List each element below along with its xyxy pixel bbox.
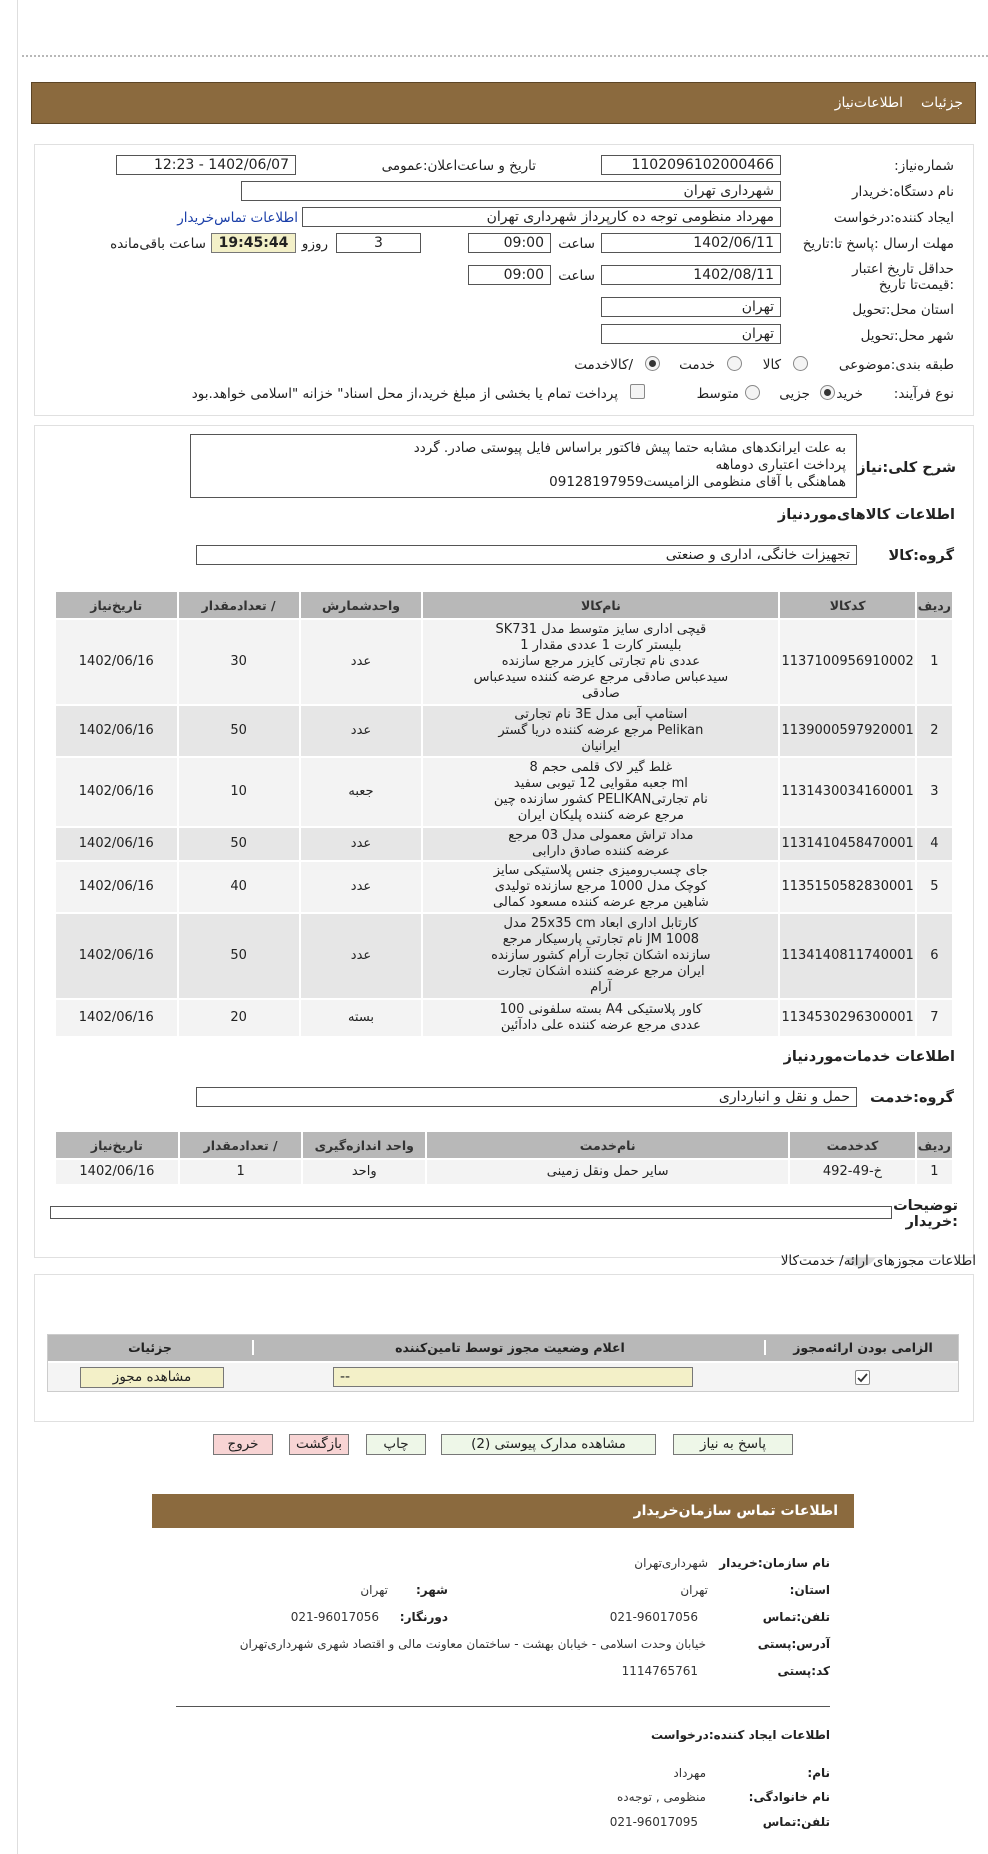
remaining-label: ساعت باقی‌مانده — [110, 236, 206, 252]
province-contact-value: تهران — [680, 1583, 708, 1597]
deadline-time-field: 09:00 — [468, 233, 551, 253]
permits-col-required: الزامی بودن ارائه‌مجوز — [793, 1340, 933, 1355]
goods-group-label: گروه:کالا — [888, 548, 954, 564]
buyer-field: شهرداری تهران — [241, 181, 781, 201]
cell-row: 6 — [917, 914, 952, 998]
cell-row: 1 — [917, 620, 952, 704]
buyer-notes-label: توضیحات :خریدار — [893, 1198, 958, 1230]
validity-label: حداقل تاریخ اعتبار :قیمت‌تا تاریخ — [852, 261, 954, 293]
goods-body — [56, 620, 952, 1036]
deadline-date-field: 1402/06/11 — [601, 233, 781, 253]
permit-required-checkbox — [855, 1370, 870, 1385]
last-name-value: منظومی , توجه‌ده — [617, 1790, 706, 1804]
cell-row: 1 — [917, 1160, 952, 1184]
cell-unit: واحد — [303, 1160, 425, 1184]
city-label: شهر محل:تحویل — [860, 328, 954, 344]
radio-goods[interactable] — [793, 356, 808, 371]
col-code: کدکالا — [780, 592, 914, 618]
radio-goods-service[interactable] — [645, 356, 660, 371]
cell-name — [423, 758, 778, 826]
cell-name — [423, 862, 778, 912]
item-name-line: عرضه کننده صادق دارابی — [532, 844, 670, 859]
creator-title: اطلاعات ایجاد کننده:درخواست — [650, 1728, 830, 1742]
cell-date: 1402/06/16 — [56, 620, 177, 704]
radio-service[interactable] — [727, 356, 742, 371]
col-unit: واحد اندازه‌گیری — [303, 1132, 425, 1158]
services-group-field: حمل و نقل و انبارداری — [196, 1087, 857, 1107]
cell-qty: 50 — [179, 914, 299, 998]
province-label: استان محل:تحویل — [852, 302, 954, 318]
cell-name: سایر حمل ونقل زمینی — [427, 1160, 788, 1184]
cell-date: 1402/06/16 — [56, 914, 177, 998]
cell-row: 2 — [917, 706, 952, 756]
permits-title: اطلاعات مجوزهای ارائه/ خدمت‌کالا — [780, 1253, 976, 1269]
phone-value: 021-96017056 — [609, 1610, 698, 1624]
requester-label: ایجاد کننده:درخواست — [833, 210, 954, 226]
item-name-line: استامپ آبی مدل 3E نام تجارتی — [514, 707, 688, 722]
item-name-line: شاهین مرجع عرضه کننده مسعود کمالی — [493, 895, 709, 910]
cell-qty: 50 — [179, 706, 299, 756]
cell-date: 1402/06/16 — [56, 758, 177, 826]
col-qty: / تعدادمقدار — [180, 1132, 302, 1158]
item-name-line: سازنده اشکان تجارت آرام کشور سازنده — [491, 948, 711, 963]
province-contact-label: استان: — [789, 1583, 830, 1597]
goods-group-field: تجهیزات خانگی، اداری و صنعتی — [196, 545, 857, 565]
item-name-line: صادقی — [581, 686, 620, 701]
process-option-minor: جزیی — [779, 386, 810, 402]
requester-field: مهرداد منظومی توجه ده کارپرداز شهرداری تهران — [302, 207, 781, 227]
item-name-line: جای چسب‌رومیزی جنس پلاستیکی سایز — [493, 863, 708, 878]
check-icon — [856, 1371, 869, 1384]
col-name: نام‌خدمت — [427, 1132, 788, 1158]
fax-label: دورنگار: — [399, 1610, 448, 1624]
need-number-field: 1102096102000466 — [601, 155, 781, 175]
radio-medium[interactable] — [745, 385, 760, 400]
deadline-label: مهلت ارسال :پاسخ تا:تاریخ — [802, 236, 954, 252]
remaining-time-field: 19:45:44 — [211, 233, 296, 253]
city-contact-label: شهر: — [416, 1583, 448, 1597]
creator-phone-value: 021-96017095 — [609, 1815, 698, 1829]
item-name-line: بلیستر کارت 1 عددی مقدار 1 — [520, 638, 682, 653]
item-name-line: غلط گیر لاک قلمی حجم 8 — [529, 760, 673, 775]
city-field: تهران — [601, 324, 781, 344]
table-row — [56, 706, 952, 756]
item-name-line: مرجع عرضه کننده پلیکان ایران — [517, 808, 685, 823]
item-name-line: قیچی اداری سایز متوسط مدل SK731 — [495, 622, 707, 637]
table-row — [56, 1160, 952, 1184]
cell-name — [423, 706, 778, 756]
table-row — [56, 758, 952, 826]
item-name-line: کوچک مدل 1000 مرجع سازنده تولیدی — [494, 879, 707, 894]
category-label: طبقه بندی:موضوعی — [838, 357, 954, 373]
item-name-line: نام تجارتیPELIKAN کشور سازنده چین — [493, 792, 708, 807]
cell-name — [423, 1000, 778, 1036]
col-row: ردیف — [917, 1132, 952, 1158]
table-row — [56, 1000, 952, 1036]
item-name-line: کارتابل اداری ابعاد 25x35 cm مدل — [503, 916, 699, 931]
cell-qty: 40 — [179, 862, 299, 912]
validity-date-field: 1402/08/11 — [601, 265, 781, 285]
goods-table — [54, 590, 954, 1038]
item-name-line: ایران مرجع عرضه کننده اشکان تجارت — [497, 964, 705, 979]
first-name-label: نام: — [807, 1766, 830, 1780]
cell-date: 1402/06/16 — [56, 862, 177, 912]
item-name-line: JM 1008 نام تجارتی پارسیکار مرجع — [502, 932, 700, 947]
days-word: روزو — [301, 236, 328, 252]
permits-table — [47, 1334, 959, 1392]
address-value: خیابان وحدت اسلامی - خیابان بهشت - ساختمان معاونت مالی و اقتصاد شهری شهرداری‌تهران — [239, 1637, 706, 1651]
reply-button[interactable]: پاسخ به نیاز — [673, 1434, 793, 1455]
org-label: نام سازمان:خریدار — [719, 1556, 830, 1570]
cell-date: 1402/06/16 — [56, 706, 177, 756]
cell-unit: عدد — [301, 862, 422, 912]
cell-unit: عدد — [301, 706, 422, 756]
cell-row: 7 — [917, 1000, 952, 1036]
payment-note: پرداخت تمام یا بخشی از مبلغ خرید،از محل اسناد" خزانه "اسلامی خواهد.بود — [191, 386, 618, 402]
item-name-line: ایرانیان — [581, 739, 621, 754]
fax-value: 021-96017056 — [290, 1610, 379, 1624]
buyer-notes-field — [50, 1206, 892, 1219]
print-button[interactable]: چاپ — [366, 1434, 426, 1455]
announce-label: تاریخ و ساعت‌اعلان:عمومی — [381, 158, 536, 174]
category-option-goods: کالا — [762, 357, 781, 373]
services-table — [54, 1130, 954, 1186]
item-name-line: آرام — [590, 980, 612, 995]
description-label: شرح کلی:نیاز — [857, 460, 956, 476]
buyer-contact-link[interactable]: اطلاعات تماس‌خریدار — [177, 210, 298, 226]
deadline-time-word: ساعت — [558, 236, 595, 252]
col-unit: واحدشمارش — [301, 592, 422, 618]
cell-date: 1402/06/16 — [56, 1160, 178, 1184]
cell-code: 1137100956910002 — [780, 620, 914, 704]
col-row: ردیف — [917, 592, 952, 618]
item-name-line: مداد تراش معمولی مدل 03 مرجع — [508, 828, 694, 843]
cell-date: 1402/06/16 — [56, 1000, 177, 1036]
cell-code: خ-49-492 — [790, 1160, 915, 1184]
header-bar — [31, 82, 976, 124]
cell-qty: 10 — [179, 758, 299, 826]
cell-code: 1134140811740001 — [780, 914, 914, 998]
category-option-service: خدمت — [679, 357, 715, 373]
cell-code: 1135150582830001 — [780, 862, 914, 912]
postal-value: 1114765761 — [621, 1664, 698, 1678]
permits-col-status: اعلام وضعیت مجوز توسط تامین‌کننده — [256, 1340, 766, 1355]
view-permit-button[interactable]: مشاهده مجوز — [80, 1367, 224, 1388]
cell-qty: 20 — [179, 1000, 299, 1036]
cell-unit: عدد — [301, 620, 422, 704]
treasury-payment-checkbox[interactable] — [630, 384, 645, 399]
category-option-goods-service: /کالاخدمت — [574, 357, 633, 373]
item-name-line: ml جعبه مقوایی 12 تیوبی سفید — [513, 776, 688, 791]
description-box — [190, 434, 857, 498]
attachments-button[interactable]: مشاهده مدارک پیوستی (2) — [441, 1434, 656, 1455]
permits-col-details: جزئیات — [48, 1340, 254, 1355]
exit-button[interactable]: خروج — [213, 1434, 273, 1455]
description-line: پرداخت اعتباری دوماهه — [715, 457, 846, 473]
cell-unit: بسته — [301, 1000, 422, 1036]
table-row — [56, 862, 952, 912]
cell-row: 5 — [917, 862, 952, 912]
creator-phone-label: تلفن:تماس — [762, 1815, 830, 1829]
need-number-label: شماره‌نیاز: — [894, 158, 954, 174]
description-line: به علت ایرانکدهای مشابه حتما پیش فاکتور براساس فایل پیوستی صادر. گردد — [413, 440, 846, 456]
item-name-line: Pelikan مرجع عرضه کننده دریا گستر — [498, 723, 704, 738]
cell-name — [423, 914, 778, 998]
cell-date: 1402/06/16 — [56, 828, 177, 860]
process-option-medium: متوسط — [696, 386, 739, 402]
process-type: خرید — [836, 386, 863, 402]
back-button[interactable]: بازگشت — [289, 1434, 349, 1455]
tab-details[interactable]: جزئیات — [921, 95, 963, 111]
process-label: نوع فرآیند: — [893, 386, 954, 402]
item-name-line: کاور پلاستیکی A4 بسته سلفونی 100 — [499, 1002, 703, 1017]
col-date: تاریخ‌نیاز — [56, 592, 177, 618]
cell-qty: 1 — [180, 1160, 302, 1184]
item-name-line: عددی مرجع عرضه کننده علی دادآئین — [500, 1018, 701, 1033]
contact-divider — [176, 1706, 830, 1707]
postal-label: کد:پستی — [777, 1664, 830, 1678]
item-name-line: سیدعباس صادقی مرجع عرضه کننده سیدعباس — [473, 670, 729, 685]
table-row — [56, 828, 952, 860]
cell-row: 3 — [917, 758, 952, 826]
contact-header: اطلاعات تماس سازمان‌خریدار — [152, 1494, 854, 1528]
last-name-label: نام خانوادگی: — [748, 1790, 830, 1804]
cell-unit: عدد — [301, 914, 422, 998]
services-group-label: گروه:خدمت — [870, 1090, 954, 1106]
announce-field: 1402/06/07 - 12:23 — [116, 155, 296, 175]
validity-time-word: ساعت — [558, 268, 595, 284]
col-date: تاریخ‌نیاز — [56, 1132, 178, 1158]
org-value: شهرداری‌تهران — [634, 1556, 708, 1570]
cell-qty: 30 — [179, 620, 299, 704]
address-label: آدرس:پستی — [757, 1637, 830, 1651]
cell-code: 1139000597920001 — [780, 706, 914, 756]
tab-need-info[interactable]: اطلاعات‌نیاز — [834, 95, 904, 111]
first-name-value: مهرداد — [673, 1766, 706, 1780]
phone-label: تلفن:تماس — [762, 1610, 830, 1624]
item-name-line: عددی نام تجارتی کایزر مرجع سازنده — [501, 654, 700, 669]
col-code: کدخدمت — [790, 1132, 915, 1158]
cell-unit: عدد — [301, 828, 422, 860]
permit-status-field: -- — [333, 1367, 693, 1387]
table-row — [56, 914, 952, 998]
cell-row: 4 — [917, 828, 952, 860]
radio-minor[interactable] — [820, 385, 835, 400]
cell-name — [423, 620, 778, 704]
province-field: تهران — [601, 297, 781, 317]
cell-code: 1131410458470001 — [780, 828, 914, 860]
days-field: 3 — [336, 233, 421, 253]
services-section-title: اطلاعات خدمات‌موردنیاز — [783, 1049, 955, 1065]
goods-section-title: اطلاعات کالاهای‌موردنیاز — [777, 507, 955, 523]
cell-unit: جعبه — [301, 758, 422, 826]
buyer-label: نام دستگاه‌:خریدار — [851, 184, 954, 200]
col-name: نام‌کالا — [423, 592, 778, 618]
cell-qty: 50 — [179, 828, 299, 860]
cell-code: 1134530296300001 — [780, 1000, 914, 1036]
cell-name — [423, 828, 778, 860]
cell-code: 1131430034160001 — [780, 758, 914, 826]
validity-time-field: 09:00 — [468, 265, 551, 285]
description-line: هماهنگی با آقای منظومی الزامیست09128197959 — [549, 474, 846, 490]
col-qty: / تعدادمقدار — [179, 592, 299, 618]
city-contact-value: تهران — [360, 1583, 388, 1597]
table-row — [56, 620, 952, 704]
